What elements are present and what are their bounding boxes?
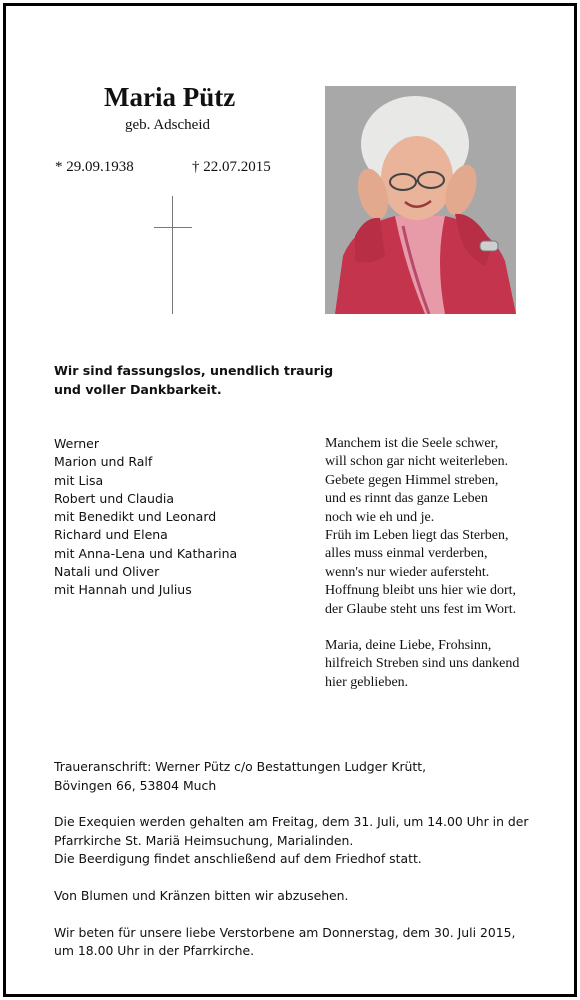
poem-line: und es rinnt das ganze Leben: [325, 491, 488, 507]
family-member: mit Hannah und Julius: [54, 582, 192, 598]
funeral-notes: [54, 758, 554, 979]
cross-icon-horizontal: [154, 227, 192, 228]
family-member: Richard und Elena: [54, 527, 168, 543]
deceased-name: Maria Pütz: [104, 82, 236, 112]
family-member: mit Lisa: [54, 472, 104, 488]
note-line: um 18.00 Uhr in der Pfarrkirche.: [54, 943, 255, 959]
cross-icon-vertical: [172, 196, 173, 314]
family-list: [54, 435, 237, 600]
note-line: Von Blumen und Kränzen bitten wir abzusehen.: [54, 887, 349, 903]
death-date: † 22.07.2015: [192, 159, 271, 175]
note-line: Pfarrkirche St. Mariä Heimsuchung, Marialinden.: [54, 832, 354, 848]
poem-line: hilfreich Streben sind uns dankend: [325, 656, 520, 672]
poem-line: Maria, deine Liebe, Frohsinn,: [325, 638, 492, 654]
family-member: mit Benedikt und Leonard: [54, 509, 217, 525]
family-member: Natali und Oliver: [54, 564, 160, 580]
headline-line: und voller Dankbarkeit.: [54, 382, 222, 397]
portrait-photo: [325, 86, 516, 314]
family-member: Werner: [54, 436, 99, 451]
birth-date: * 29.09.1938: [55, 159, 134, 175]
poem: [325, 435, 519, 692]
note-line: Traueranschrift: Werner Pütz c/o Bestattungen Ludger Krütt,: [54, 759, 427, 774]
prayer-paragraph: [54, 924, 554, 961]
note-line: Wir beten für unsere liebe Verstorbene am Donnerstag, dem 30. Juli 2015,: [54, 924, 516, 940]
address-paragraph: [54, 758, 554, 795]
poem-line: noch wie eh und je.: [325, 509, 435, 525]
flowers-paragraph: [54, 887, 554, 906]
exequies-paragraph: [54, 813, 554, 869]
headline: [54, 361, 333, 399]
note-line: Die Beerdigung findet anschließend auf dem Friedhof statt.: [54, 851, 422, 867]
note-line: Bövingen 66, 53804 Much: [54, 777, 217, 793]
obituary-frame: [3, 3, 577, 997]
stanza-gap: [325, 619, 519, 637]
poem-line: hier geblieben.: [325, 674, 409, 690]
portrait-icon: [325, 86, 516, 314]
poem-line: wenn's nur wieder aufersteht.: [325, 564, 490, 580]
maiden-name: geb. Adscheid: [125, 117, 210, 133]
poem-line: der Glaube steht uns fest im Wort.: [325, 601, 517, 617]
family-member: mit Anna-Lena und Katharina: [54, 545, 238, 561]
poem-line: Manchem ist die Seele schwer,: [325, 436, 499, 451]
family-member: Robert und Claudia: [54, 490, 175, 506]
poem-line: alles muss einmal verderben,: [325, 546, 488, 562]
note-line: Die Exequien werden gehalten am Freitag, dem 31. Juli, um 14.00 Uhr in der: [54, 814, 529, 830]
poem-line: will schon gar nicht weiterleben.: [325, 454, 509, 470]
family-member: Marion und Ralf: [54, 454, 153, 470]
headline-line: Wir sind fassungslos, unendlich traurig: [54, 363, 334, 378]
poem-line: Gebete gegen Himmel streben,: [325, 472, 499, 488]
poem-line: Früh im Leben liegt das Sterben,: [325, 528, 509, 544]
poem-line: Hoffnung bleibt uns hier wie dort,: [325, 583, 517, 599]
